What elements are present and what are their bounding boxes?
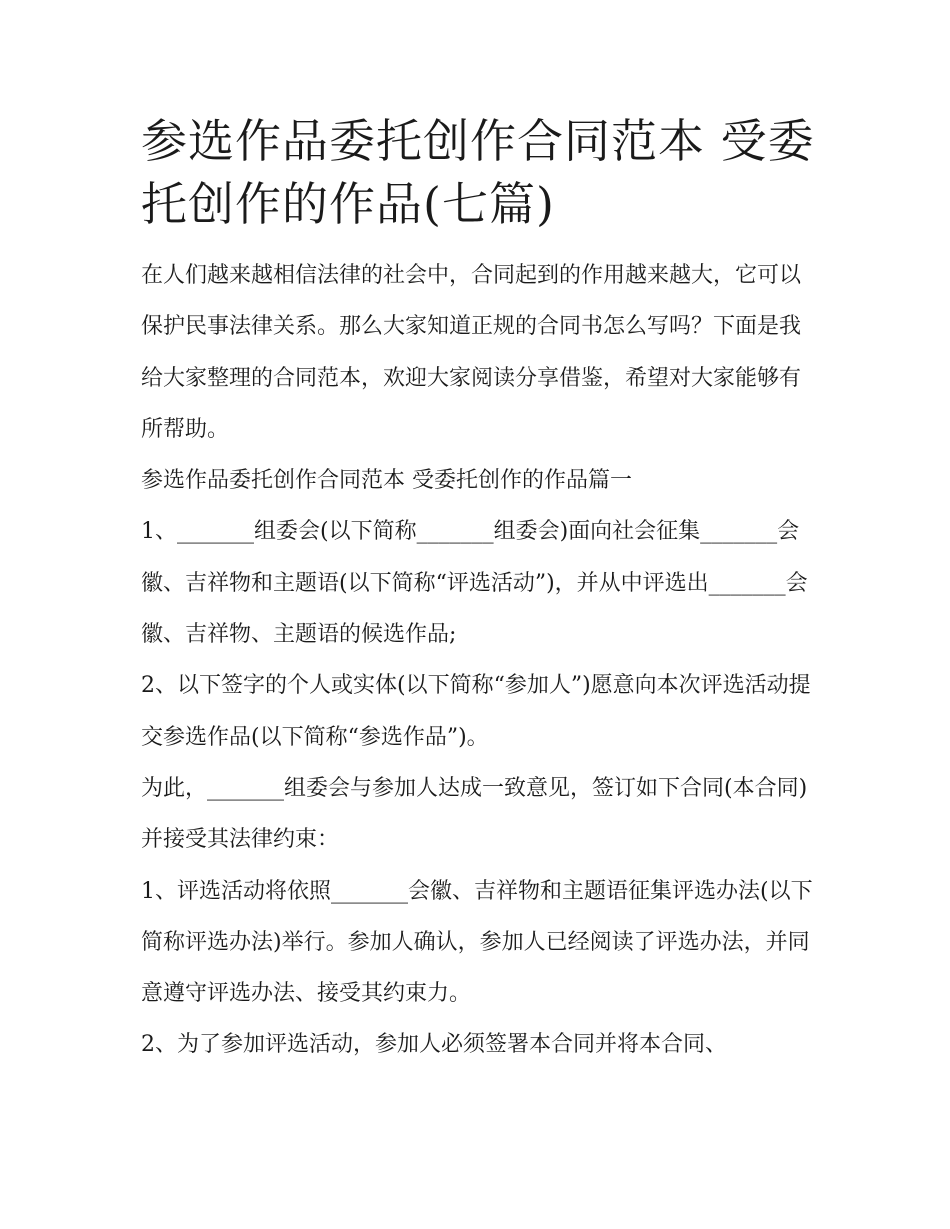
document-title: 参选作品委托创作合同范本 受委托创作的作品(七篇): [141, 114, 815, 231]
clause-paragraph: 2、以下签字的个人或实体(以下简称“参加人”)愿意向本次评选活动提交参选作品(以下简称“参选作品”)。: [141, 673, 811, 750]
document-page: [141, 110, 821, 1071]
section-heading: 参选作品委托创作合同范本 受委托创作的作品篇一: [141, 468, 632, 494]
clause-paragraph: 1、评选活动将依照_______会徽、吉祥物和主题语征集评选办法(以下简称评选办法)举行。参加人确认，参加人已经阅读了评选办法，并同意遵守评选办法、接受其约束力。: [141, 878, 813, 1007]
clause-paragraph: 2、为了参加评选活动，参加人必须签署本合同并将本合同、: [141, 1032, 727, 1058]
agreement-paragraph: 为此，_______组委会与参加人达成一致意见，签订如下合同(本合同)并接受其法律约束：: [141, 775, 808, 853]
intro-paragraph: 在人们越来越相信法律的社会中，合同起到的作用越来越大，它可以保护民事法律关系。那么大家知道正规的合同书怎么写吗？下面是我给大家整理的合同范本，欢迎大家阅读分享借鉴，希望对大家能够有所帮助。: [141, 263, 802, 442]
clause-paragraph: 1、_______组委会(以下简称_______组委会)面向社会征集_______会徽、吉祥物和主题语(以下简称“评选活动”)，并从中评选出_______会徽、吉祥物、主题语的候选作品;: [141, 519, 808, 648]
